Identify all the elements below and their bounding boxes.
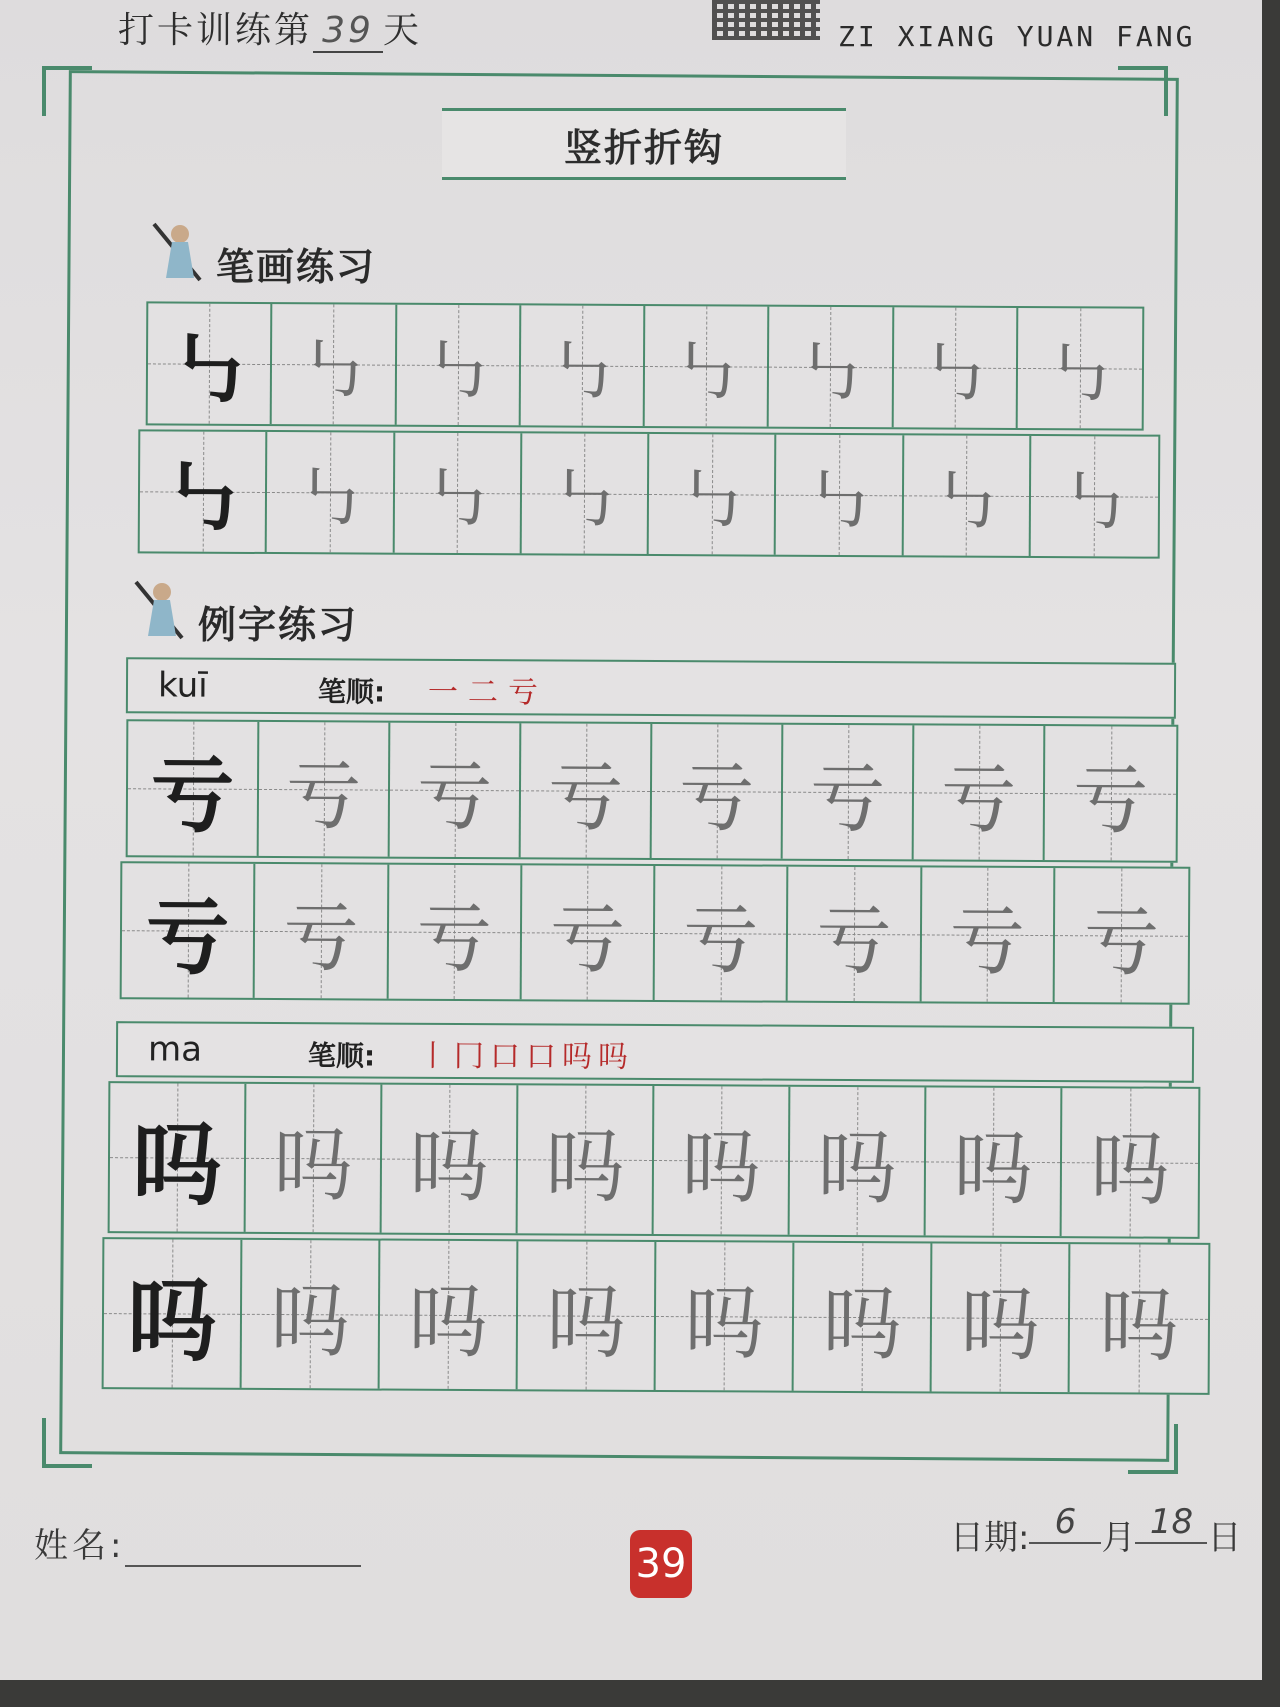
stroke-grid-row-1: [146, 301, 1145, 430]
grid-cell[interactable]: [794, 1243, 933, 1392]
section-heading-examples: 例字练习: [198, 603, 359, 647]
example-grid-kui-row-1: [126, 719, 1179, 863]
grid-cell[interactable]: [380, 1241, 519, 1390]
page-number-badge: 39: [630, 1530, 692, 1598]
grid-cell[interactable]: [1017, 308, 1142, 429]
grid-cell[interactable]: [255, 864, 389, 999]
trace-glyph: 亏: [809, 753, 886, 843]
grid-cell[interactable]: [246, 1084, 383, 1233]
grid-cell[interactable]: [776, 435, 904, 556]
date-field: [950, 1502, 1242, 1560]
trace-glyph: 吗: [1098, 1278, 1180, 1373]
trace-glyph: ㇉: [795, 331, 866, 414]
trace-glyph: 吗: [959, 1278, 1041, 1372]
trace-glyph: 亏: [282, 892, 360, 982]
grid-cell[interactable]: [388, 865, 522, 1000]
corner-ornament: [1118, 66, 1168, 116]
stroke-order-label: 笔顺:: [317, 675, 386, 709]
trace-glyph: 吗: [269, 1274, 351, 1368]
grid-cell[interactable]: [903, 435, 1031, 556]
trace-glyph: 吗: [408, 1119, 490, 1213]
trace-glyph: 亏: [815, 895, 893, 985]
grid-cell[interactable]: [1030, 436, 1158, 557]
grid-cell[interactable]: [521, 723, 653, 858]
grid-cell[interactable]: [790, 1087, 927, 1236]
grid-cell[interactable]: [394, 433, 522, 554]
grid-cell[interactable]: [783, 725, 915, 860]
page-title: 竖折折钩: [563, 126, 724, 170]
trace-glyph: ㇉: [670, 330, 742, 414]
grid-cell[interactable]: [242, 1240, 381, 1389]
trace-glyph: 吗: [272, 1118, 354, 1212]
grid-cell[interactable]: [1062, 1088, 1199, 1237]
trace-glyph: 吗: [1089, 1122, 1171, 1217]
stroke-order-steps: 丨冂口口吗吗: [417, 1038, 635, 1075]
brush-character-icon: [150, 220, 206, 284]
corner-ornament: [42, 66, 92, 116]
section-heading-strokes: 笔画练习: [216, 245, 377, 289]
grid-cell[interactable]: [148, 303, 273, 424]
grid-cell[interactable]: [1070, 1244, 1209, 1393]
grid-cell[interactable]: [390, 723, 522, 858]
grid-cell[interactable]: [272, 304, 397, 425]
grid-cell[interactable]: [769, 307, 894, 428]
qr-code-icon: [712, 0, 820, 40]
trace-glyph: 亏: [682, 894, 759, 985]
trace-glyph: ㇉: [294, 456, 366, 540]
grid-cell[interactable]: [1045, 726, 1177, 861]
grid-cell[interactable]: [104, 1239, 243, 1388]
stroke-grid-row-2: [138, 429, 1161, 558]
day-label: 日: [1207, 1518, 1242, 1558]
month-input[interactable]: 6: [1029, 1502, 1101, 1544]
trace-glyph: ㇉: [803, 459, 875, 542]
day-suffix: 天: [383, 10, 423, 51]
grid-cell[interactable]: [122, 863, 256, 998]
grid-cell[interactable]: [520, 305, 645, 426]
trace-glyph: 亏: [547, 751, 624, 842]
grid-cell[interactable]: [893, 307, 1018, 428]
grid-cell[interactable]: [649, 434, 777, 555]
grid-cell[interactable]: [652, 724, 784, 859]
day-input[interactable]: 18: [1135, 1502, 1207, 1544]
grid-cell[interactable]: [926, 1087, 1063, 1236]
model-glyph: ㇉: [167, 322, 251, 419]
grid-cell[interactable]: [382, 1085, 519, 1234]
grid-cell[interactable]: [521, 433, 649, 554]
trace-glyph: 吗: [683, 1276, 765, 1371]
stroke-order-steps: 一二亏: [427, 674, 549, 711]
trace-glyph: 吗: [821, 1277, 903, 1371]
trace-glyph: 亏: [678, 752, 755, 843]
trace-glyph: 吗: [407, 1275, 489, 1369]
trace-glyph: 亏: [415, 893, 493, 983]
trace-glyph: ㇉: [421, 457, 493, 540]
model-glyph: 亏: [145, 886, 230, 987]
grid-cell[interactable]: [518, 1085, 655, 1234]
trace-glyph: ㇉: [676, 458, 747, 542]
grid-cell[interactable]: [1054, 868, 1188, 1003]
day-counter: [118, 2, 422, 53]
month-label: 月: [1101, 1518, 1136, 1558]
trace-glyph: 吗: [952, 1122, 1034, 1216]
model-glyph: 亏: [150, 744, 235, 845]
example-grid-kui-row-2: [120, 861, 1191, 1005]
corner-ornament: [42, 1418, 92, 1468]
trace-glyph: 亏: [948, 896, 1026, 986]
day-number: 39: [313, 10, 383, 53]
grid-cell[interactable]: [932, 1243, 1071, 1392]
stroke-order-label: 笔顺:: [307, 1039, 376, 1073]
trace-glyph: 吗: [545, 1275, 627, 1370]
grid-cell[interactable]: [267, 432, 395, 553]
date-label: 日期:: [950, 1518, 1030, 1558]
model-glyph: 吗: [131, 1112, 223, 1219]
brand-name: ZI XIANG YUAN FANG: [838, 20, 1196, 53]
name-input-line[interactable]: [125, 1565, 361, 1567]
grid-cell[interactable]: [645, 306, 770, 427]
corner-ornament: [1128, 1424, 1178, 1474]
trace-glyph: 吗: [544, 1119, 626, 1214]
name-label: 姓名:: [34, 1526, 126, 1566]
example-grid-ma-row-2: [102, 1237, 1211, 1395]
grid-cell[interactable]: [396, 305, 521, 426]
example-grid-ma-row-1: [108, 1081, 1201, 1239]
grid-cell[interactable]: [521, 865, 655, 1000]
grid-cell[interactable]: [259, 722, 391, 857]
grid-cell[interactable]: [654, 1086, 791, 1235]
trace-glyph: ㇉: [546, 329, 618, 413]
grid-cell[interactable]: [788, 867, 922, 1002]
trace-glyph: 亏: [1072, 754, 1149, 845]
grid-cell[interactable]: [655, 866, 789, 1001]
trace-glyph: ㇉: [422, 329, 493, 412]
trace-glyph: 亏: [549, 893, 626, 984]
trace-glyph: ㇉: [1059, 460, 1130, 544]
trace-glyph: 亏: [285, 750, 362, 840]
trace-glyph: ㇉: [298, 328, 369, 412]
grid-cell[interactable]: [656, 1242, 795, 1391]
grid-cell[interactable]: [914, 725, 1046, 860]
day-prefix: 打卡训练第: [118, 10, 314, 51]
trace-glyph: 亏: [940, 754, 1017, 844]
character-info-bar: [126, 657, 1176, 718]
model-glyph: 吗: [126, 1268, 218, 1375]
name-field: [34, 1518, 361, 1567]
character-info-bar: [116, 1021, 1194, 1083]
trace-glyph: 亏: [416, 751, 493, 841]
trace-glyph: 吗: [816, 1121, 898, 1215]
pinyin-label: kuī: [157, 665, 208, 706]
grid-cell[interactable]: [518, 1241, 657, 1390]
pinyin-label: ma: [147, 1029, 203, 1070]
trace-glyph: 吗: [680, 1120, 762, 1215]
trace-glyph: ㇉: [919, 331, 990, 415]
trace-glyph: 亏: [1083, 896, 1160, 987]
trace-glyph: ㇉: [930, 459, 1002, 543]
brush-character-icon: [132, 578, 188, 642]
grid-cell[interactable]: [140, 431, 268, 552]
trace-glyph: ㇉: [1044, 332, 1116, 415]
grid-cell[interactable]: [110, 1083, 247, 1232]
title-banner: [442, 108, 846, 180]
grid-cell[interactable]: [921, 867, 1055, 1002]
grid-cell[interactable]: [128, 721, 260, 856]
model-glyph: ㇉: [161, 449, 244, 547]
trace-glyph: ㇉: [549, 457, 620, 541]
